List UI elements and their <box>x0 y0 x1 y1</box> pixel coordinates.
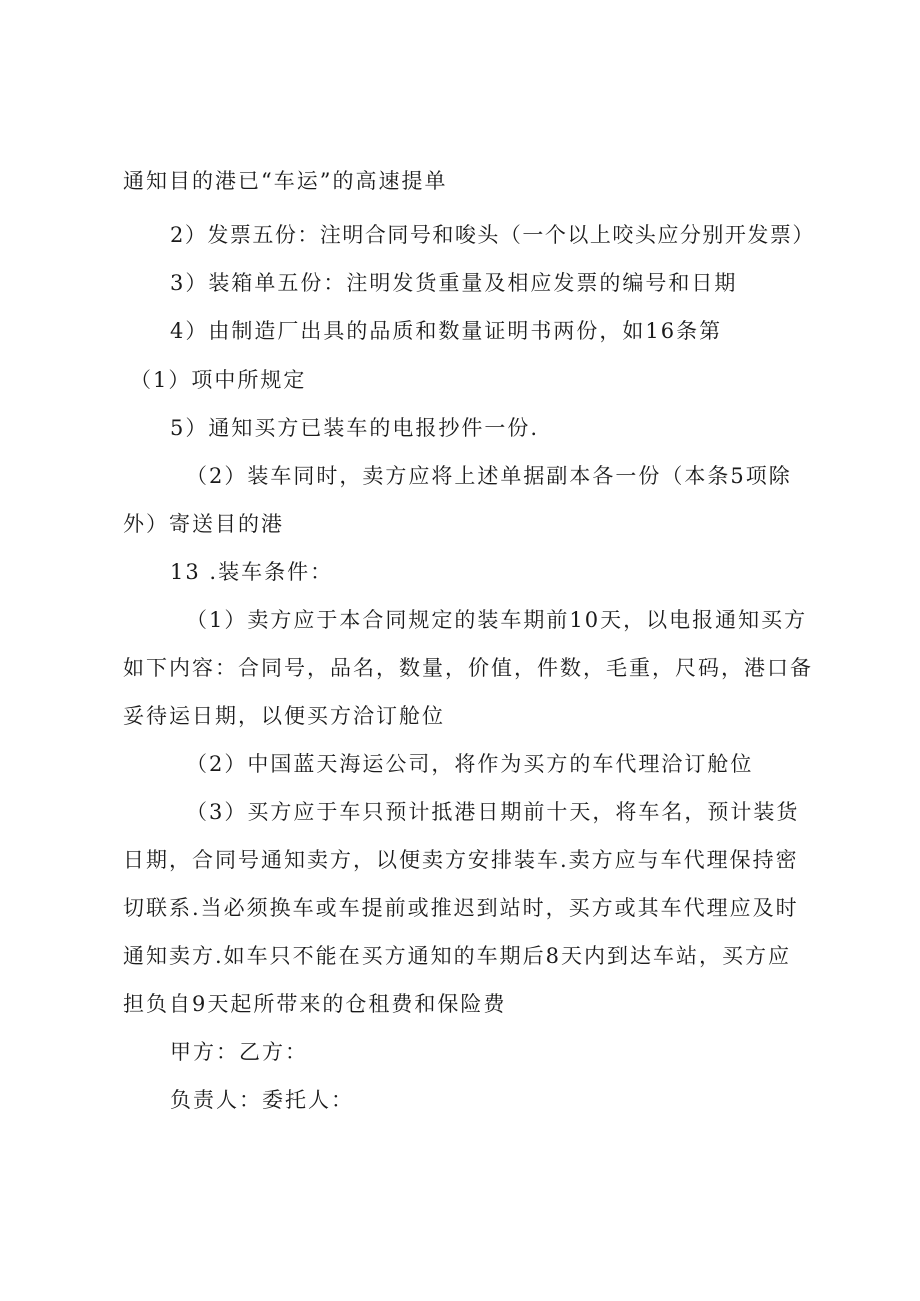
text-line-loading-3-end: 担负自9天起所带来的仓租费和保险费 <box>123 992 507 1016</box>
text-line-certificate-cont: （1）项中所规定 <box>130 368 307 392</box>
text-line-loading-1-cont: 如下内容：合同号，品名，数量，价值，件数，毛重，尺码，港口备 <box>123 656 813 680</box>
text-line-loading-3-cont: 日期，合同号通知卖方，以便卖方安排装车.卖方应与车代理保持密 <box>123 848 799 872</box>
text-line-loading-3-cont3: 通知卖方.如车只不能在买方通知的车期后8天内到达车站，买方应 <box>123 944 792 968</box>
text-line-packing-list: 3）装箱单五份：注明发货重量及相应发票的编号和日期 <box>170 271 738 295</box>
section-heading-loading: 13 .装车条件： <box>170 560 334 584</box>
text-line-certificate: 4）由制造厂出具的品质和数量证明书两份，如16条第 <box>170 319 723 343</box>
text-line-loading-3: （3）买方应于车只预计抵港日期前十天，将车名，预计装货 <box>186 800 800 824</box>
text-line-send-copies-cont: 外）寄送目的港 <box>123 512 284 536</box>
text-line-loading-1: （1）卖方应于本合同规定的装车期前10天，以电报通知买方 <box>186 608 808 632</box>
text-line-send-copies: （2）装车同时，卖方应将上述单据副本各一份（本条5项除 <box>186 464 792 488</box>
signature-parties: 甲方：乙方： <box>170 1040 308 1064</box>
text-line-telegram-copy: 5）通知买方已装车的电报抄件一份. <box>170 416 540 440</box>
text-line-invoice: 2）发票五份：注明合同号和唆头（一个以上咬头应分别开发票） <box>170 223 815 247</box>
text-line-loading-3-cont2: 切联系.当必须换车或车提前或推迟到站时，买方或其车代理应及时 <box>123 896 799 920</box>
text-line-loading-1-end: 妥待运日期，以便买方洽订舱位 <box>123 704 445 728</box>
text-line-loading-2: （2）中国蓝天海运公司，将作为买方的车代理洽订舱位 <box>186 752 754 776</box>
signature-representatives: 负责人：委托人： <box>170 1088 354 1112</box>
text-line-notify-port: 通知目的港已“车运”的高速提单 <box>123 169 448 193</box>
